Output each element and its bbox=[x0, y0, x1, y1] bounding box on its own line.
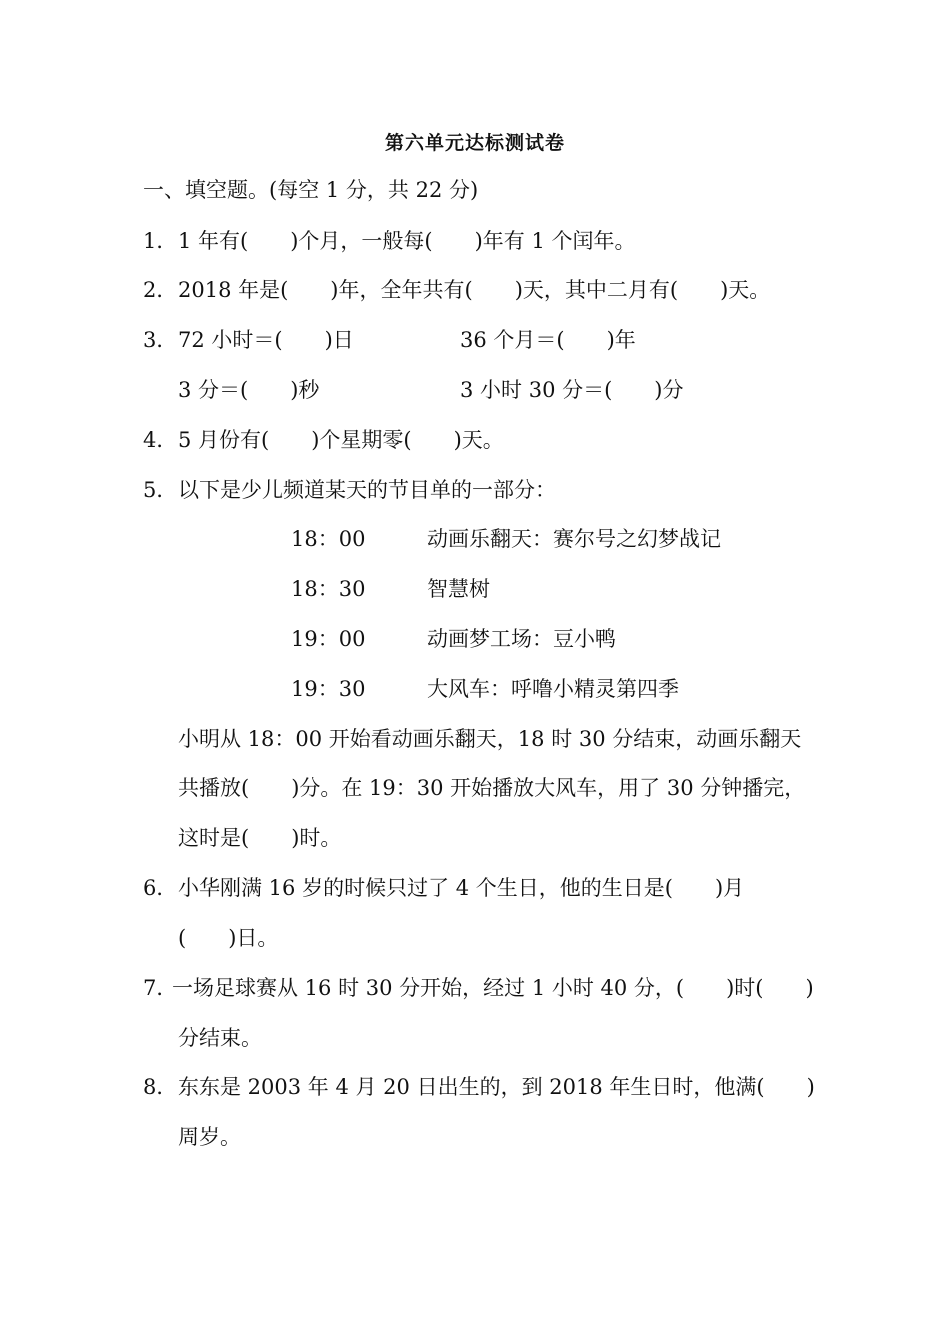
question-3b-text: 36 个月＝( )年 bbox=[460, 328, 636, 352]
schedule-program: 智慧树 bbox=[427, 577, 490, 601]
question-8-line2: 周岁。 bbox=[178, 1125, 241, 1149]
schedule-program: 动画梦工场：豆小鸭 bbox=[427, 627, 616, 651]
section-heading: 一、填空题。(每空 1 分，共 22 分) bbox=[143, 178, 479, 202]
question-3a-text: 72 小时＝( )日 bbox=[178, 328, 354, 352]
question-3d-text: 3 小时 30 分＝( )分 bbox=[460, 378, 684, 402]
question-number: 2． bbox=[143, 278, 178, 302]
schedule-program: 动画乐翻天：赛尔号之幻梦战记 bbox=[427, 527, 721, 551]
question-4-text: 5 月份有( )个星期零( )天。 bbox=[178, 428, 504, 452]
question-number: 8． bbox=[143, 1075, 178, 1099]
question-8-line1: 东东是 2003 年 4 月 20 日出生的，到 2018 年生日时，他满( ) bbox=[178, 1075, 815, 1099]
schedule-program: 大风车：呼噜小精灵第四季 bbox=[427, 677, 679, 701]
schedule-time: 18：00 bbox=[291, 527, 366, 551]
question-number: 4． bbox=[143, 428, 178, 452]
question-7-line2: 分结束。 bbox=[178, 1026, 262, 1050]
question-number: 7． bbox=[143, 976, 178, 1000]
question-5-line3: 这时是( )时。 bbox=[178, 826, 342, 850]
question-5-line2: 共播放( )分。在 19：30 开始播放大风车，用了 30 分钟播完， bbox=[178, 776, 806, 800]
schedule-time: 19：30 bbox=[291, 677, 366, 701]
question-5-line1: 小明从 18：00 开始看动画乐翻天，18 时 30 分结束，动画乐翻天 bbox=[178, 727, 802, 751]
question-number: 6． bbox=[143, 876, 178, 900]
question-5-intro: 以下是少儿频道某天的节目单的一部分： bbox=[178, 478, 556, 502]
question-6-line1: 小华刚满 16 岁的时候只过了 4 个生日，他的生日是( )月 bbox=[178, 876, 745, 900]
schedule-time: 18：30 bbox=[291, 577, 366, 601]
schedule-time: 19：00 bbox=[291, 627, 366, 651]
question-3c-text: 3 分＝( )秒 bbox=[178, 378, 320, 402]
question-2-text: 2018 年是( )年，全年共有( )天，其中二月有( )天。 bbox=[178, 278, 771, 302]
question-number: 5． bbox=[143, 478, 178, 502]
page-title: 第六单元达标测试卷 bbox=[384, 132, 565, 154]
question-number: 1． bbox=[143, 229, 178, 253]
question-6-line2: ( )日。 bbox=[178, 926, 279, 950]
question-1-text: 1 年有( )个月，一般每( )年有 1 个闰年。 bbox=[178, 229, 636, 253]
question-number: 3． bbox=[143, 328, 178, 352]
question-7-line1: 一场足球赛从 16 时 30 分开始，经过 1 小时 40 分，( )时( ) bbox=[172, 976, 814, 1000]
